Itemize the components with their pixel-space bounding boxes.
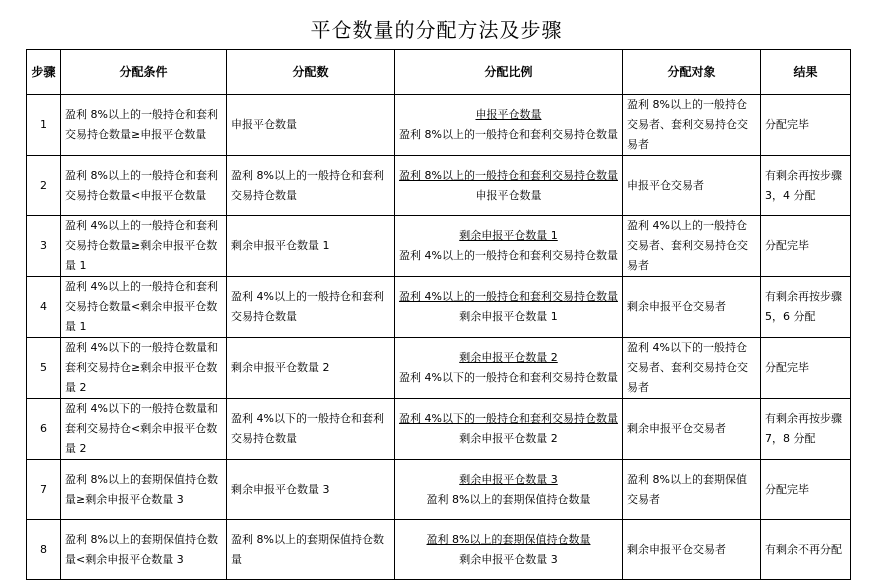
ratio-denominator: 盈利 8%以上的一般持仓和套利交易持仓数量 [399, 128, 618, 141]
condition-cell: 盈利 4%以下的一般持仓数量和套利交易持仓<剩余申报平仓数量 2 [61, 399, 227, 460]
header-target: 分配对象 [623, 50, 761, 95]
result-cell: 分配完毕 [761, 338, 851, 399]
amount-cell: 申报平仓数量 [227, 95, 395, 156]
ratio-cell [395, 156, 623, 216]
result-cell: 分配完毕 [761, 460, 851, 520]
table-row [27, 520, 851, 580]
ratio-denominator: 剩余申报平仓数量 3 [459, 552, 558, 566]
step-cell: 8 [27, 520, 61, 580]
header-condition: 分配条件 [61, 50, 227, 95]
step-cell: 6 [27, 399, 61, 460]
target-cell: 盈利 4%以下的一般持仓交易者、套利交易持仓交易者 [623, 338, 761, 399]
table-row [27, 277, 851, 338]
amount-cell: 盈利 4%以下的一般持仓和套利交易持仓数量 [227, 399, 395, 460]
ratio-denominator: 剩余申报平仓数量 1 [459, 310, 558, 323]
target-cell: 剩余申报平仓交易者 [623, 520, 761, 580]
condition-cell: 盈利 4%以上的一般持仓和套利交易持仓数量<剩余申报平仓数量 1 [61, 277, 227, 338]
table-row [27, 216, 851, 277]
ratio-cell [395, 399, 623, 460]
condition-cell: 盈利 8%以上的一般持仓和套利交易持仓数量<申报平仓数量 [61, 156, 227, 216]
header-ratio: 分配比例 [395, 50, 623, 95]
ratio-cell [395, 338, 623, 399]
header-amount: 分配数 [227, 50, 395, 95]
ratio-numerator: 盈利 4%以上的一般持仓和套利交易持仓数量 [399, 290, 618, 303]
ratio-cell [395, 520, 623, 580]
table-row [27, 338, 851, 399]
ratio-numerator: 剩余申报平仓数量 3 [459, 472, 558, 486]
header-result: 结果 [761, 50, 851, 95]
result-cell: 分配完毕 [761, 95, 851, 156]
amount-cell: 盈利 8%以上的一般持仓和套利交易持仓数量 [227, 156, 395, 216]
result-cell: 有剩余再按步骤 3，4 分配 [761, 156, 851, 216]
ratio-denominator: 申报平仓数量 [475, 188, 542, 202]
ratio-cell [395, 460, 623, 520]
ratio-cell [395, 216, 623, 277]
amount-cell: 盈利 4%以上的一般持仓和套利交易持仓数量 [227, 277, 395, 338]
condition-cell: 盈利 4%以下的一般持仓数量和套利交易持仓≥剩余申报平仓数量 2 [61, 338, 227, 399]
header-step: 步骤 [27, 50, 61, 95]
page-title: 平仓数量的分配方法及步骤 [310, 18, 563, 42]
step-cell: 7 [27, 460, 61, 520]
ratio-denominator: 盈利 4%以下的一般持仓和套利交易持仓数量 [399, 371, 618, 384]
ratio-denominator: 盈利 4%以上的一般持仓和套利交易持仓数量 [399, 249, 618, 262]
target-cell: 剩余申报平仓交易者 [623, 277, 761, 338]
table-row [27, 460, 851, 520]
target-cell: 申报平仓交易者 [623, 156, 761, 216]
condition-cell: 盈利 4%以上的一般持仓和套利交易持仓数量≥剩余申报平仓数量 1 [61, 216, 227, 277]
table-row [27, 399, 851, 460]
table-row [27, 156, 851, 216]
step-cell: 2 [27, 156, 61, 216]
target-cell: 剩余申报平仓交易者 [623, 399, 761, 460]
ratio-numerator: 剩余申报平仓数量 2 [459, 351, 558, 364]
amount-cell: 剩余申报平仓数量 2 [227, 338, 395, 399]
step-cell: 5 [27, 338, 61, 399]
condition-cell: 盈利 8%以上的套期保值持仓数量≥剩余申报平仓数量 3 [61, 460, 227, 520]
amount-cell: 剩余申报平仓数量 3 [227, 460, 395, 520]
ratio-cell [395, 277, 623, 338]
result-cell: 分配完毕 [761, 216, 851, 277]
table-row [27, 95, 851, 156]
step-cell: 4 [27, 277, 61, 338]
amount-cell: 剩余申报平仓数量 1 [227, 216, 395, 277]
ratio-numerator: 盈利 8%以上的一般持仓和套利交易持仓数量 [399, 168, 618, 182]
ratio-denominator: 盈利 8%以上的套期保值持仓数量 [426, 492, 591, 506]
condition-cell: 盈利 8%以上的一般持仓和套利交易持仓数量≥申报平仓数量 [61, 95, 227, 156]
ratio-numerator: 剩余申报平仓数量 1 [459, 229, 558, 242]
amount-cell: 盈利 8%以上的套期保值持仓数量 [227, 520, 395, 580]
allocation-table [26, 49, 851, 580]
step-cell: 1 [27, 95, 61, 156]
condition-cell: 盈利 8%以上的套期保值持仓数量<剩余申报平仓数量 3 [61, 520, 227, 580]
target-cell: 盈利 8%以上的一般持仓交易者、套利交易持仓交易者 [623, 95, 761, 156]
ratio-numerator: 盈利 4%以下的一般持仓和套利交易持仓数量 [399, 412, 618, 425]
target-cell: 盈利 8%以上的套期保值交易者 [623, 460, 761, 520]
ratio-denominator: 剩余申报平仓数量 2 [459, 432, 558, 445]
result-cell: 有剩余再按步骤 7，8 分配 [761, 399, 851, 460]
table-header-row [27, 50, 851, 95]
result-cell: 有剩余再按步骤 5，6 分配 [761, 277, 851, 338]
ratio-numerator: 盈利 8%以上的套期保值持仓数量 [426, 532, 591, 546]
ratio-cell [395, 95, 623, 156]
step-cell: 3 [27, 216, 61, 277]
target-cell: 盈利 4%以上的一般持仓交易者、套利交易持仓交易者 [623, 216, 761, 277]
ratio-numerator: 申报平仓数量 [475, 108, 542, 121]
result-cell: 有剩余不再分配 [761, 520, 851, 580]
